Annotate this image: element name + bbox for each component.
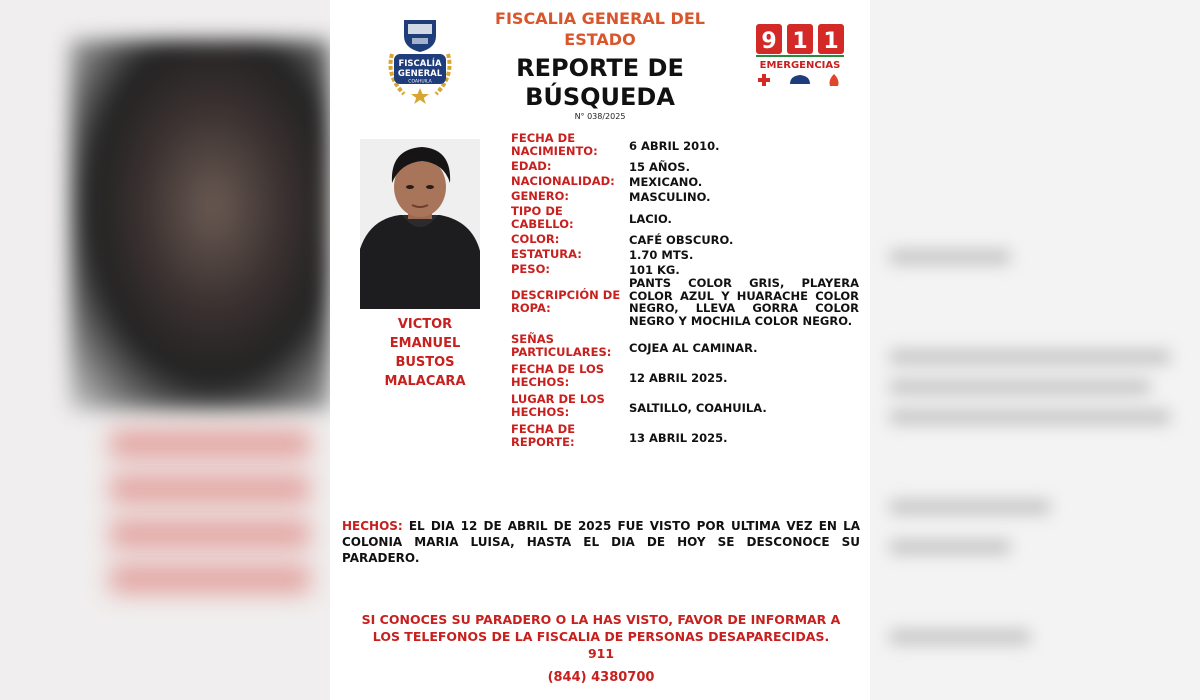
detail-label: DESCRIPCIÓN DE ROPA:	[511, 288, 621, 315]
name-line: MALACARA	[384, 374, 466, 389]
fiscalia-logo-text: GENERAL	[397, 69, 443, 79]
name-line: BUSTOS	[395, 355, 455, 370]
contact-callout	[342, 611, 860, 662]
detail-value: 6 ABRIL 2010.	[629, 138, 720, 153]
detail-value: 12 ABRIL 2025.	[629, 370, 728, 385]
blurred-text-line	[890, 410, 1170, 424]
emergency-label: EMERGENCIAS	[759, 60, 841, 71]
detail-row	[511, 205, 859, 233]
emergency-number: 911	[587, 646, 615, 661]
detail-label: FECHA DE LOS HECHOS:	[511, 362, 605, 389]
page-title	[470, 54, 730, 112]
name-line: EMANUEL	[389, 336, 461, 351]
detail-row	[511, 248, 859, 263]
contact-phone: (844) 4380700	[547, 670, 655, 685]
detail-value: MASCULINO.	[629, 190, 711, 205]
blurred-text-line	[890, 380, 1150, 394]
person-details	[511, 132, 859, 453]
incident-label: HECHOS:	[342, 519, 403, 533]
blurred-text-line	[890, 630, 1030, 644]
blurred-name-line	[110, 520, 310, 548]
page-title-line: BÚSQUEDA	[525, 83, 675, 111]
detail-label: COLOR:	[511, 232, 560, 246]
detail-row	[511, 175, 859, 190]
detail-label: TIPO DE CABELLO:	[511, 204, 574, 231]
detail-value: 101 KG.	[629, 262, 680, 277]
detail-row	[511, 423, 859, 453]
detail-row	[511, 160, 859, 175]
incident-description	[342, 518, 860, 566]
organization-name-line: FISCALIA GENERAL DEL	[495, 9, 705, 28]
detail-label: PESO:	[511, 262, 550, 276]
detail-row	[511, 393, 859, 423]
blurred-name-line	[110, 565, 310, 593]
blurred-text-line	[890, 540, 1010, 554]
detail-label: ESTATURA:	[511, 247, 582, 261]
detail-value: LACIO.	[629, 211, 672, 226]
detail-label: SEÑAS PARTICULARES:	[511, 332, 612, 359]
detail-label: NACIONALIDAD:	[511, 174, 615, 188]
star-icon	[411, 88, 429, 104]
page-title-line: REPORTE DE	[516, 54, 684, 82]
detail-label: EDAD:	[511, 159, 552, 173]
callout-line: LOS TELEFONOS DE LA FISCALIA DE PERSONAS DESAPARECIDAS.	[372, 629, 830, 644]
blurred-background-left	[0, 0, 330, 700]
detail-value: 13 ABRIL 2025.	[629, 430, 728, 445]
detail-row	[511, 132, 859, 160]
detail-value: CAFÉ OBSCURO.	[629, 233, 734, 248]
blurred-name-line	[110, 475, 310, 503]
detail-label: LUGAR DE LOS HECHOS:	[511, 392, 605, 419]
detail-value: PANTS COLOR GRIS, PLAYERA COLOR AZUL Y HUARACHE COLOR NEGRO, LLEVA GORRA COLOR NEGRO Y MOCHILA COLOR NEGRO.	[629, 276, 859, 328]
detail-row	[511, 277, 859, 333]
detail-value: 1.70 MTS.	[629, 248, 694, 263]
blurred-text-line	[890, 500, 1050, 514]
detail-value: 15 AÑOS.	[629, 160, 690, 175]
detail-row	[511, 233, 859, 248]
detail-row	[511, 190, 859, 205]
blurred-text-line	[890, 350, 1170, 364]
detail-row	[511, 263, 859, 277]
detail-label: FECHA DE NACIMIENTO:	[511, 131, 598, 158]
fiscalia-logo-text: COAHUILA	[408, 79, 432, 85]
detail-row	[511, 333, 859, 363]
blurred-name-line	[110, 430, 310, 458]
emergency-digit: 1	[823, 29, 839, 54]
person-photo	[360, 139, 480, 309]
emergency-digit: 1	[792, 29, 808, 54]
blurred-text-line	[890, 250, 1010, 264]
missing-person-poster	[330, 0, 870, 700]
detail-row	[511, 363, 859, 393]
name-line: VICTOR	[397, 317, 453, 332]
medical-cross-icon	[758, 74, 770, 86]
fiscalia-logo-text: FISCALÍA	[398, 59, 442, 69]
emergency-digit: 9	[761, 29, 777, 54]
organization-name-line: ESTADO	[564, 30, 636, 49]
blurred-background-right	[870, 0, 1200, 700]
fire-icon	[830, 74, 839, 86]
report-number: N° 038/2025	[574, 112, 626, 121]
detail-value: SALTILLO, COAHUILA.	[629, 400, 767, 415]
emergency-911-logo	[756, 24, 844, 90]
blurred-photo	[70, 40, 330, 410]
fiscalia-logo	[382, 14, 458, 104]
missing-person-name	[350, 315, 500, 391]
detail-value: COJEA AL CAMINAR.	[629, 340, 758, 355]
detail-label: FECHA DE REPORTE:	[511, 422, 576, 449]
callout-line: SI CONOCES SU PARADERO O LA HAS VISTO, FAVOR DE INFORMAR A	[361, 612, 841, 627]
police-cap-icon	[790, 75, 810, 84]
detail-value: MEXICANO.	[629, 175, 703, 190]
detail-label: GENERO:	[511, 189, 570, 203]
incident-text: EL DIA 12 DE ABRIL DE 2025 FUE VISTO POR ULTIMA VEZ EN LA COLONIA MARIA LUISA, HASTA EL DIA DE HOY SE DESCONOCE SU PARADERO.	[342, 519, 860, 565]
organization-name	[470, 8, 730, 50]
